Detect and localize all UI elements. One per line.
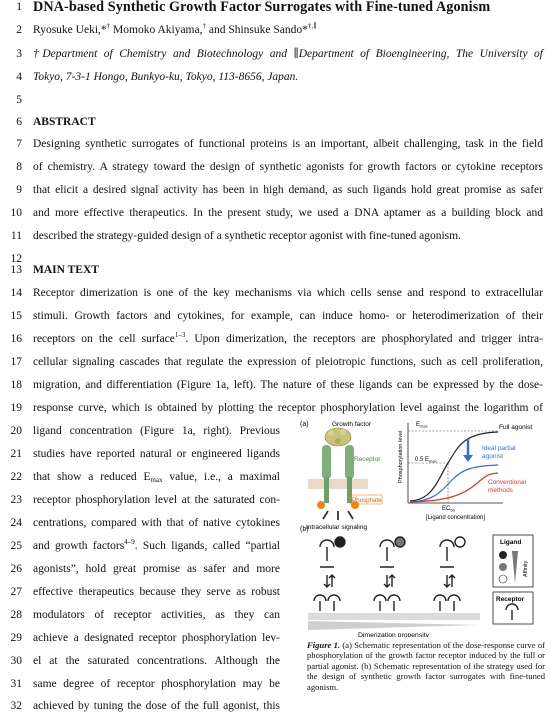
ec50-label: $EC_{50}$ <box>442 506 455 513</box>
intracellular-label: Intracellular signaling <box>306 524 368 531</box>
receptor-legend-title: Receptor <box>496 596 525 603</box>
column-line: agonists”, hold great promise as safer and more <box>33 563 280 575</box>
line-number: 31 <box>10 678 22 690</box>
receptor-label: Receptor <box>354 456 381 463</box>
main-text-line: response curve, which is obtained by plotting the receptor phosphorylation level against the logarithm of <box>33 402 543 414</box>
line-number: 2 <box>16 24 22 36</box>
line-number: 15 <box>10 310 22 322</box>
main-text-line: receptors on the cell surface$^{1-3}$. Upon dimerization, the receptors are phosphorylated and trigger intra- <box>33 331 543 345</box>
column-line: and growth factors$^{4-9}$. Such ligands, called “partial <box>33 538 280 552</box>
figure-1 <box>298 417 545 637</box>
line-number: 17 <box>10 356 22 368</box>
membrane-band <box>308 613 480 620</box>
column-line: that show a reduced $E_{max}$ value, i.e., a maximal <box>33 471 280 484</box>
dimerization-label: Dimerization propensity <box>358 632 430 637</box>
abstract-line: and more effective therapeutics. In the present study, we used a DNA aptamer as a building block and <box>33 207 543 219</box>
growth-factor-icon <box>325 428 351 446</box>
main-text-line: stimuli. Growth factors and cytokines, for example, can induce homo- or heterodimerization of their <box>33 310 543 322</box>
column-line: achieved by tuning the dose of the full agonist, this <box>33 700 280 712</box>
main-text-line: migration, and differentiation (Figure 1a, left). The nature of these ligands can be expressed by the dose- <box>33 379 543 391</box>
line-number: 12 <box>10 253 22 265</box>
line-number: 26 <box>10 563 22 575</box>
column-line: el at the saturated concentrations. Although the <box>33 655 280 667</box>
line-number: 11 <box>10 230 22 242</box>
y-axis-label: Phosphorylation level <box>398 430 404 483</box>
figure-1-graphic <box>298 417 545 637</box>
line-number: 18 <box>10 379 22 391</box>
abstract-line: described the strategy-guided design of a synthetic receptor agonist with fine-tuned agonism. <box>33 230 461 242</box>
line-number: 28 <box>10 609 22 621</box>
column-line: achieve a designated receptor phosphorylation lev- <box>33 632 280 644</box>
paper-title: DNA-based Synthetic Growth Factor Surrogates with Fine-tuned Agonism <box>33 0 491 15</box>
panel-a-label: (a) <box>300 421 309 428</box>
abstract-line: that elicit a desired signal activity has been in high demand, as such ligands hold great promise as safer <box>33 184 543 196</box>
line-number: 8 <box>16 161 22 173</box>
line-number: 6 <box>16 116 22 128</box>
ideal-partial-label-2: agonist <box>482 453 503 460</box>
signaling-arrows <box>323 511 353 520</box>
conventional-label-2: methods <box>488 487 513 494</box>
half-emax-label: 0.5 $E_{max}$ <box>415 457 437 464</box>
line-number: 32 <box>10 700 22 712</box>
ligand-legend-title: Ligand <box>500 539 522 546</box>
conventional-label-1: Conventional <box>488 479 526 486</box>
column-line: modulators of receptor activities, as they can <box>33 609 280 621</box>
figure-caption: Figure 1. (a) Schematic representation of the dose-response curve of phosphorylation of the growth factor receptor induced by the full or partial agonist. (b) Schematic representation of the strategy used for the design of synthetic growth factor surrogates with fine-tuned agonism. <box>307 640 545 692</box>
main-text-line: cellular signaling cascades that regulate the expression of pleiotropic functions, such as cell proliferation, <box>33 356 543 368</box>
phosphate-label: Phosphate <box>352 497 382 504</box>
affiliation-line-1: †Department of Chemistry and Biotechnology and ∥Department of Bioengineering, The University of <box>33 48 543 60</box>
line-number: 21 <box>10 448 22 460</box>
line-number: 1 <box>16 1 22 13</box>
affinity-label: Affinity <box>523 560 529 577</box>
line-number: 4 <box>16 71 22 83</box>
full-agonist-label: Full agonist <box>499 424 533 431</box>
dimerization-gradient <box>308 621 480 630</box>
column-line: effective therapeutics because they serve as robust <box>33 586 280 598</box>
line-number: 29 <box>10 632 22 644</box>
main-text-heading: MAIN TEXT <box>33 264 99 276</box>
line-number: 7 <box>16 138 22 150</box>
line-number: 16 <box>10 333 22 345</box>
strategy-scheme <box>314 537 465 611</box>
line-number: 13 <box>10 264 22 276</box>
panel-b-label: (b) <box>300 526 309 533</box>
x-axis-label: [Ligand concentration] <box>426 515 486 521</box>
ideal-partial-label-1: Ideal partial <box>482 445 516 452</box>
line-number: 30 <box>10 655 22 667</box>
line-number: 20 <box>10 425 22 437</box>
line-number: 19 <box>10 402 22 414</box>
line-number: 14 <box>10 287 22 299</box>
column-line: same degree of receptor phosphorylation may be <box>33 678 280 690</box>
line-number: 23 <box>10 494 22 506</box>
author-list: Ryosuke Ueki,*† Momoko Akiyama,† and Shinsuke Sando*†,∥ <box>33 22 317 36</box>
growth-factor-label: Growth factor <box>332 421 372 428</box>
figure-caption-body: (a) Schematic representation of the dose-response curve of phosphorylation of the growth factor receptor induced by the full or partial agonist. (b) Schematic representation of the strategy used for the design of synthetic growth factor surrogates with fine-tuned agonism. <box>307 640 545 692</box>
line-number: 10 <box>10 207 22 219</box>
line-number: 24 <box>10 517 22 529</box>
line-number: 9 <box>16 184 22 196</box>
line-number: 25 <box>10 540 22 552</box>
abstract-heading: ABSTRACT <box>33 116 96 128</box>
column-line: centrations, compared with that of native cytokines <box>33 517 280 529</box>
line-number: 5 <box>16 94 22 106</box>
column-line: ligand concentration (Figure 1a, right). Previous <box>33 425 280 437</box>
main-text-line: Receptor dimerization is one of the key mechanisms via which cells sense and respond to extracellular <box>33 287 543 299</box>
column-line: receptor phosphorylation level at the saturated con- <box>33 494 280 506</box>
line-number: 27 <box>10 586 22 598</box>
affiliation-line-2: Tokyo, 7-3-1 Hongo, Bunkyo-ku, Tokyo, 113-8656, Japan. <box>33 71 299 83</box>
line-number: 3 <box>16 48 22 60</box>
line-number: 22 <box>10 471 22 483</box>
column-line: studies have reported natural or engineered ligands <box>33 448 280 460</box>
emax-label: $E_{max}$ <box>416 422 428 429</box>
abstract-line: Designing synthetic surrogates of functional proteins is an important, albeit challenging, task in the field <box>33 138 543 150</box>
abstract-line: of chemistry. A strategy toward the design of synthetic agonists for growth factors or cytokine receptors <box>33 161 543 173</box>
